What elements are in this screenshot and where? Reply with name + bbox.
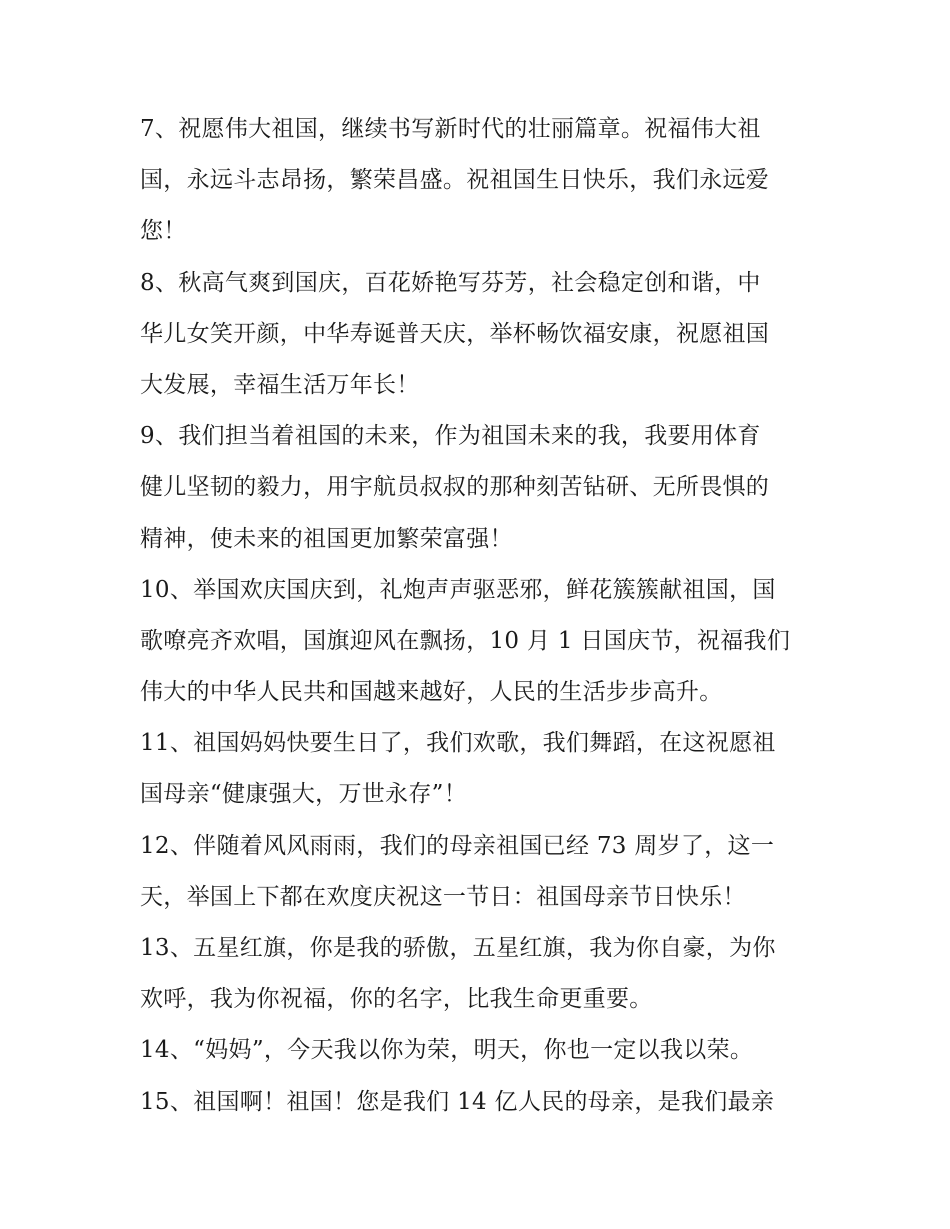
document-body <box>140 104 812 1128</box>
text-line: 国，永远斗志昂扬，繁荣昌盛。祝祖国生日快乐，我们永远爱 <box>140 167 770 194</box>
text-line: 13、五星红旗，你是我的骄傲，五星红旗，我为你自豪，为你 <box>140 935 776 961</box>
text-line: 天，举国上下都在欢度庆祝这一节日：祖国母亲节日快乐！ <box>140 883 746 910</box>
text-line: 华儿女笑开颜，中华寿诞普天庆，举杯畅饮福安康，祝愿祖国 <box>140 320 770 347</box>
text-line: 8、秋高气爽到国庆，百花娇艳写芬芳，社会稳定创和谐，中 <box>140 269 761 296</box>
text-line: 11、祖国妈妈快要生日了，我们欢歌，我们舞蹈，在这祝愿祖 <box>140 730 776 757</box>
text-line: 国母亲“健康强大，万世永存”！ <box>140 781 468 808</box>
text-line: 大发展，幸福生活万年长！ <box>140 371 420 398</box>
text-line: 健儿坚韧的毅力，用宇航员叔叔的那种刻苦钻研、无所畏惧的 <box>140 474 770 501</box>
text-line: 歌嘹亮齐欢唱，国旗迎风在飘扬，10 月 1 日国庆节，祝福我们 <box>140 627 791 654</box>
text-line: 7、祝愿伟大祖国，继续书写新时代的壮丽篇章。祝福伟大祖 <box>140 116 761 142</box>
text-line: 14、“妈妈”，今天我以你为荣，明天，你也一定以我以荣。 <box>140 1037 754 1064</box>
text-line: 12、伴随着风风雨雨，我们的母亲祖国已经 73 周岁了，这一 <box>140 832 775 859</box>
text-line: 10、举国欢庆国庆到，礼炮声声驱恶邪，鲜花簇簇献祖国，国 <box>140 576 776 603</box>
text-line: 精神，使未来的祖国更加繁荣富强！ <box>140 525 513 552</box>
text-line: 9、我们担当着祖国的未来，作为祖国未来的我，我要用体育 <box>140 423 761 450</box>
text-line: 15、祖国啊！祖国！您是我们 14 亿人民的母亲，是我们最亲 <box>140 1088 775 1115</box>
text-line: 欢呼，我为你祝福，你的名字，比我生命更重要。 <box>140 986 653 1013</box>
text-line: 您！ <box>140 218 187 245</box>
text-line: 伟大的中华人民共和国越来越好，人民的生活步步高升。 <box>140 679 723 706</box>
